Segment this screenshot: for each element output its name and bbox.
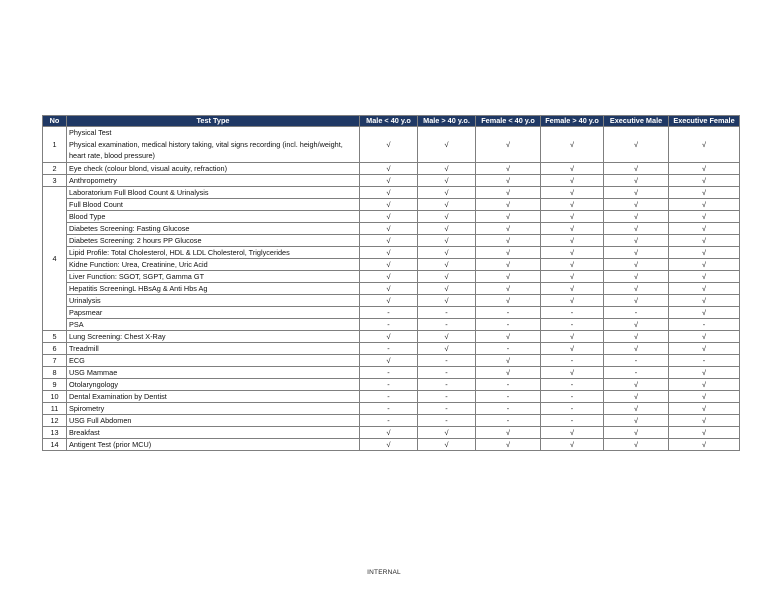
availability-mark: √	[604, 270, 669, 282]
column-header: Executive Male	[604, 116, 669, 127]
table-row	[43, 246, 740, 258]
availability-mark: √	[604, 282, 669, 294]
availability-mark: -	[604, 306, 669, 318]
availability-mark: -	[541, 402, 604, 414]
table-row	[43, 234, 740, 246]
availability-mark: √	[360, 127, 418, 163]
availability-mark: √	[418, 234, 476, 246]
availability-mark: -	[360, 414, 418, 426]
table-row	[43, 282, 740, 294]
table-row	[43, 318, 740, 330]
column-header: Female > 40 y.o	[541, 116, 604, 127]
availability-mark: √	[604, 234, 669, 246]
availability-mark: -	[360, 306, 418, 318]
availability-mark: √	[418, 282, 476, 294]
table-row	[43, 366, 740, 378]
availability-mark: √	[476, 354, 541, 366]
availability-mark: -	[418, 354, 476, 366]
table-row	[43, 342, 740, 354]
availability-mark: √	[541, 162, 604, 174]
availability-mark: √	[669, 246, 740, 258]
availability-mark: -	[541, 306, 604, 318]
test-type-cell: Dental Examination by Dentist	[67, 390, 360, 402]
test-type-cell: Treadmill	[67, 342, 360, 354]
header-row	[43, 116, 740, 127]
availability-mark: √	[476, 234, 541, 246]
test-type-cell: Papsmear	[67, 306, 360, 318]
availability-mark: √	[669, 342, 740, 354]
availability-mark: √	[360, 174, 418, 186]
availability-mark: √	[476, 210, 541, 222]
mcu-test-table	[42, 115, 740, 451]
column-header: Male < 40 y.o	[360, 116, 418, 127]
availability-mark: √	[418, 127, 476, 163]
test-type-cell: Anthropometry	[67, 174, 360, 186]
row-number: 7	[43, 354, 67, 366]
table-row	[43, 354, 740, 366]
availability-mark: √	[541, 294, 604, 306]
column-header: Test Type	[67, 116, 360, 127]
availability-mark: √	[360, 438, 418, 450]
table-header	[43, 116, 740, 127]
test-type-cell: Diabetes Screening: 2 hours PP Glucose	[67, 234, 360, 246]
availability-mark: √	[476, 162, 541, 174]
table-row	[43, 438, 740, 450]
row-number: 14	[43, 438, 67, 450]
availability-mark: √	[476, 282, 541, 294]
availability-mark: √	[418, 342, 476, 354]
column-header: Executive Female	[669, 116, 740, 127]
table-row	[43, 127, 740, 163]
availability-mark: -	[360, 342, 418, 354]
availability-mark: √	[360, 234, 418, 246]
availability-mark: √	[360, 354, 418, 366]
availability-mark: √	[604, 127, 669, 163]
availability-mark: √	[541, 258, 604, 270]
test-type-cell: Kidne Function: Urea, Creatinine, Uric Acid	[67, 258, 360, 270]
table-row	[43, 222, 740, 234]
availability-mark: √	[669, 186, 740, 198]
availability-mark: √	[604, 162, 669, 174]
availability-mark: -	[541, 390, 604, 402]
availability-mark: √	[604, 330, 669, 342]
availability-mark: √	[604, 438, 669, 450]
test-type-cell: USG Full Abdomen	[67, 414, 360, 426]
availability-mark: √	[476, 426, 541, 438]
table-row	[43, 390, 740, 402]
availability-mark: -	[418, 318, 476, 330]
test-type-cell: Full Blood Count	[67, 198, 360, 210]
availability-mark: √	[669, 330, 740, 342]
availability-mark: -	[360, 402, 418, 414]
availability-mark: √	[604, 414, 669, 426]
availability-mark: -	[604, 366, 669, 378]
table-row	[43, 402, 740, 414]
test-type-cell: Diabetes Screening: Fasting Glucose	[67, 222, 360, 234]
row-number: 6	[43, 342, 67, 354]
row-number: 2	[43, 162, 67, 174]
availability-mark: √	[669, 378, 740, 390]
availability-mark: √	[476, 127, 541, 163]
availability-mark: √	[541, 234, 604, 246]
availability-mark: √	[604, 390, 669, 402]
availability-mark: -	[360, 366, 418, 378]
availability-mark: √	[541, 438, 604, 450]
row-number: 12	[43, 414, 67, 426]
test-type-cell: ECG	[67, 354, 360, 366]
availability-mark: -	[476, 414, 541, 426]
availability-mark: √	[604, 258, 669, 270]
availability-mark: √	[604, 174, 669, 186]
availability-mark: √	[541, 282, 604, 294]
availability-mark: √	[541, 366, 604, 378]
availability-mark: √	[476, 330, 541, 342]
availability-mark: √	[669, 198, 740, 210]
availability-mark: √	[418, 438, 476, 450]
availability-mark: √	[360, 246, 418, 258]
row-number: 8	[43, 366, 67, 378]
column-header: Female < 40 y.o	[476, 116, 541, 127]
table-row	[43, 294, 740, 306]
test-type-cell: Urinalysis	[67, 294, 360, 306]
row-number: 3	[43, 174, 67, 186]
availability-mark: -	[476, 390, 541, 402]
availability-mark: √	[669, 127, 740, 163]
availability-mark: -	[541, 414, 604, 426]
availability-mark: √	[360, 294, 418, 306]
test-type-cell: Lipid Profile: Total Cholesterol, HDL & LDL Cholesterol, Triglycerides	[67, 246, 360, 258]
availability-mark: √	[476, 198, 541, 210]
availability-mark: -	[418, 306, 476, 318]
availability-mark: √	[541, 222, 604, 234]
availability-mark: √	[360, 162, 418, 174]
availability-mark: -	[541, 318, 604, 330]
availability-mark: -	[669, 318, 740, 330]
availability-mark: √	[604, 426, 669, 438]
table-row	[43, 378, 740, 390]
row-number: 10	[43, 390, 67, 402]
availability-mark: -	[476, 342, 541, 354]
availability-mark: -	[476, 378, 541, 390]
row-number: 13	[43, 426, 67, 438]
availability-mark: √	[541, 186, 604, 198]
availability-mark: √	[360, 282, 418, 294]
table-body	[43, 127, 740, 451]
availability-mark: √	[669, 174, 740, 186]
test-type-cell: Hepatitis ScreeningL HBsAg & Anti Hbs Ag	[67, 282, 360, 294]
row-number: 9	[43, 378, 67, 390]
availability-mark: √	[669, 270, 740, 282]
row-number: 4	[43, 186, 67, 330]
availability-mark: √	[360, 222, 418, 234]
availability-mark: -	[669, 354, 740, 366]
availability-mark: √	[360, 330, 418, 342]
availability-mark: √	[418, 162, 476, 174]
availability-mark: -	[541, 354, 604, 366]
availability-mark: √	[669, 366, 740, 378]
availability-mark: √	[476, 174, 541, 186]
availability-mark: √	[669, 234, 740, 246]
table-row	[43, 426, 740, 438]
availability-mark: √	[418, 258, 476, 270]
availability-mark: -	[476, 318, 541, 330]
availability-mark: √	[604, 342, 669, 354]
availability-mark: -	[418, 414, 476, 426]
availability-mark: √	[604, 186, 669, 198]
availability-mark: √	[418, 330, 476, 342]
availability-mark: √	[669, 162, 740, 174]
test-type-cell: Spirometry	[67, 402, 360, 414]
availability-mark: -	[418, 402, 476, 414]
availability-mark: √	[669, 438, 740, 450]
row-number: 11	[43, 402, 67, 414]
row-number: 5	[43, 330, 67, 342]
availability-mark: -	[418, 390, 476, 402]
availability-mark: √	[418, 210, 476, 222]
table-row	[43, 174, 740, 186]
availability-mark: √	[604, 402, 669, 414]
availability-mark: √	[476, 366, 541, 378]
table-row	[43, 258, 740, 270]
availability-mark: √	[541, 342, 604, 354]
availability-mark: √	[418, 270, 476, 282]
table-row	[43, 198, 740, 210]
table-row	[43, 270, 740, 282]
table-row	[43, 210, 740, 222]
availability-mark: √	[604, 294, 669, 306]
availability-mark: √	[604, 222, 669, 234]
availability-mark: √	[418, 246, 476, 258]
availability-mark: √	[669, 210, 740, 222]
test-type-cell: Lung Screening: Chest X-Ray	[67, 330, 360, 342]
availability-mark: √	[418, 198, 476, 210]
availability-mark: √	[604, 318, 669, 330]
column-header: No	[43, 116, 67, 127]
availability-mark: √	[360, 270, 418, 282]
availability-mark: √	[541, 270, 604, 282]
availability-mark: -	[476, 306, 541, 318]
availability-mark: -	[360, 378, 418, 390]
availability-mark: √	[604, 246, 669, 258]
test-type-cell: Blood Type	[67, 210, 360, 222]
test-type-cell: Otolaryngology	[67, 378, 360, 390]
availability-mark: √	[541, 330, 604, 342]
table-row	[43, 162, 740, 174]
availability-mark: √	[669, 414, 740, 426]
availability-mark: √	[418, 222, 476, 234]
availability-mark: √	[604, 198, 669, 210]
availability-mark: √	[669, 390, 740, 402]
availability-mark: -	[360, 318, 418, 330]
availability-mark: √	[541, 246, 604, 258]
availability-mark: √	[669, 294, 740, 306]
test-type-cell: USG Mammae	[67, 366, 360, 378]
availability-mark: √	[476, 246, 541, 258]
availability-mark: √	[669, 426, 740, 438]
availability-mark: √	[541, 127, 604, 163]
test-type-cell: PSA	[67, 318, 360, 330]
availability-mark: √	[669, 306, 740, 318]
test-type-cell: Antigent Test (prior MCU)	[67, 438, 360, 450]
availability-mark: √	[604, 378, 669, 390]
test-type-cell: Liver Function: SGOT, SGPT, Gamma GT	[67, 270, 360, 282]
column-header: Male > 40 y.o.	[418, 116, 476, 127]
availability-mark: √	[541, 426, 604, 438]
availability-mark: √	[541, 198, 604, 210]
availability-mark: √	[476, 258, 541, 270]
availability-mark: √	[360, 258, 418, 270]
availability-mark: √	[418, 294, 476, 306]
test-type-cell: Laboratorium Full Blood Count & Urinalysis	[67, 186, 360, 198]
availability-mark: √	[360, 186, 418, 198]
availability-mark: √	[669, 402, 740, 414]
availability-mark: √	[541, 210, 604, 222]
table-row	[43, 414, 740, 426]
availability-mark: -	[476, 402, 541, 414]
availability-mark: -	[541, 378, 604, 390]
availability-mark: √	[360, 198, 418, 210]
availability-mark: √	[669, 258, 740, 270]
footer-label: INTERNAL	[367, 569, 401, 576]
availability-mark: -	[418, 378, 476, 390]
availability-mark: √	[476, 270, 541, 282]
test-type-cell: Eye check (colour blond, visual acuity, refraction)	[67, 162, 360, 174]
table-row	[43, 186, 740, 198]
availability-mark: √	[418, 174, 476, 186]
availability-mark: √	[476, 222, 541, 234]
availability-mark: √	[476, 438, 541, 450]
availability-mark: -	[360, 390, 418, 402]
availability-mark: √	[541, 174, 604, 186]
availability-mark: √	[418, 186, 476, 198]
test-type-cell: Breakfast	[67, 426, 360, 438]
availability-mark: √	[604, 210, 669, 222]
availability-mark: √	[418, 426, 476, 438]
availability-mark: -	[604, 354, 669, 366]
availability-mark: √	[669, 282, 740, 294]
table-row	[43, 330, 740, 342]
availability-mark: √	[476, 186, 541, 198]
availability-mark: -	[418, 366, 476, 378]
availability-mark: √	[360, 426, 418, 438]
row-number: 1	[43, 127, 67, 163]
availability-mark: √	[360, 210, 418, 222]
availability-mark: √	[669, 222, 740, 234]
test-type-cell: Physical Test Physical examination, medical history taking, vital signs recording (incl. heigh/weight, heart rate, blood pressure)	[67, 127, 360, 163]
table-row	[43, 306, 740, 318]
availability-mark: √	[476, 294, 541, 306]
